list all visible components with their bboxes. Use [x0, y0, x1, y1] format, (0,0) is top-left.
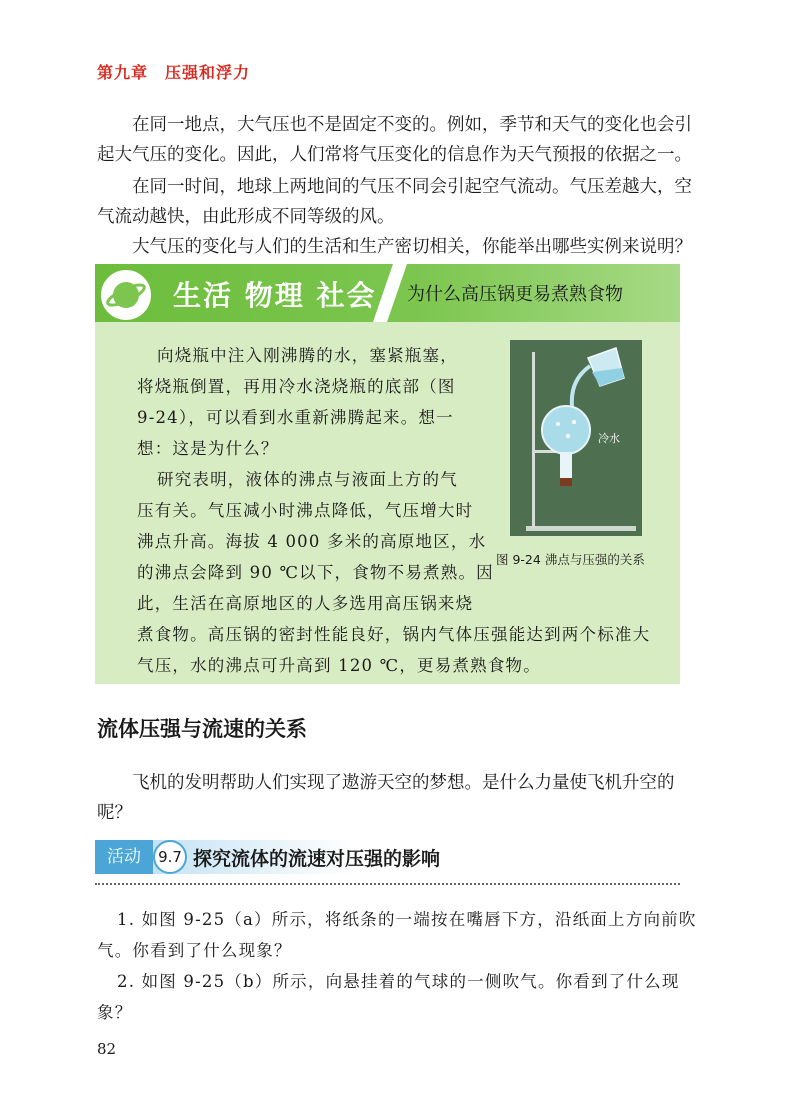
feature-line: 研究表明，液体的沸点与液面上方的气: [157, 470, 458, 489]
feature-line: 压有关。气压减小时沸点降低，气压增大时: [137, 501, 474, 520]
section-title: 流体压强与流速的关系: [97, 717, 307, 741]
activity-number: 9.7: [153, 840, 187, 874]
paragraph-question: 大气压的变化与人们的生活和生产密切相关，你能举出哪些实例来说明？: [132, 237, 692, 257]
feature-box-header: [95, 264, 680, 322]
feature-line: 想：这是为什么？: [137, 439, 279, 458]
feature-line: 将烧瓶倒置，再用冷水浇烧瓶的底部（图: [137, 377, 456, 396]
paragraph-wind: 在同一时间，地球上两地间的气压不同会引起空气流动。气压差越大，空气流动越快，由此形成不同等级的风。: [97, 177, 692, 227]
divider-slash-icon: [373, 264, 407, 322]
feature-line: 9-24），可以看到水重新沸腾起来。想一: [137, 408, 454, 427]
page-number: 82: [97, 1040, 117, 1058]
feature-line: 沸点升高。海拔 4 000 多米的高原地区，水: [137, 532, 487, 551]
feature-line: 煮食物。高压锅的密封性能良好，锅内气体压强能达到两个标准大: [137, 625, 651, 644]
activity-title: 探究流体的流速对压强的影响: [193, 848, 441, 870]
feature-box-title: 生活 物理 社会: [173, 279, 377, 312]
activity-item-2: 2. 如图 9-25（b）所示，向悬挂着的气球的一侧吹气。你看到了什么现象？: [97, 972, 680, 1022]
activity-label: 活动: [95, 840, 153, 874]
figure-boiling-flask: [510, 340, 642, 536]
figure-caption: 图 9-24 沸点与压强的关系: [496, 552, 645, 567]
feature-box: [95, 264, 680, 684]
chapter-header: 第九章 压强和浮力: [97, 63, 251, 82]
feature-line: 的沸点会降到 90 ℃以下，食物不易煮熟。因: [137, 563, 494, 582]
feature-line: 向烧瓶中注入刚沸腾的水，塞紧瓶塞，: [157, 346, 458, 365]
feature-line: 气压，水的沸点可升高到 120 ℃，更易煮熟食物。: [137, 656, 541, 675]
section-intro: 飞机的发明帮助人们实现了遨游天空的梦想。是什么力量使飞机升空的呢？: [97, 773, 675, 823]
dotted-divider: [95, 883, 680, 885]
planet-icon: [101, 270, 151, 320]
flask-illustration: [510, 340, 642, 536]
activity-item-1: 1. 如图 9-25（a）所示，将纸条的一端按在嘴唇下方，沿纸面上方向前吹气。你看到了什么现象？: [97, 910, 697, 960]
feature-line: 此，生活在高原地区的人多选用高压锅来烧: [137, 594, 474, 613]
figure-label: 冷水: [598, 432, 620, 445]
activity-header: [95, 838, 680, 878]
feature-box-subtitle: 为什么高压锅更易煮熟食物: [407, 284, 623, 305]
paragraph-pressure-change: 在同一地点，大气压也不是固定不变的。例如，季节和天气的变化也会引起大气压的变化。因此，人们常将气压变化的信息作为天气预报的依据之一。: [97, 115, 692, 165]
